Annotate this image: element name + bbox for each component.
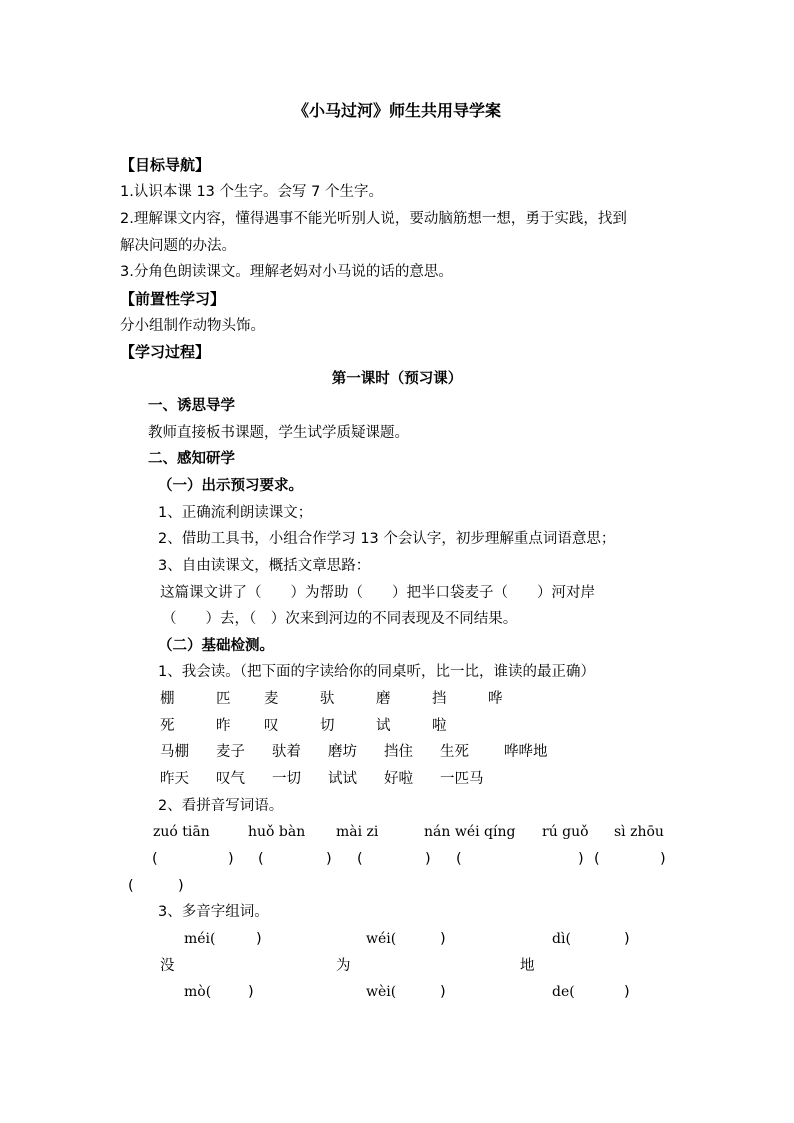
question-1: 1、我会读。（把下面的字读给你的同桌听，比一比，谁读的最正确） [158, 664, 595, 680]
char-item: 哗 [488, 691, 503, 707]
word-item: 生死 [440, 744, 469, 760]
requirement-1: 1、正确流利朗读课文； [158, 505, 313, 521]
word-item: 哗哗地 [504, 744, 548, 760]
poly-reading-top: wéi( [366, 931, 397, 947]
word-item: 一切 [272, 771, 301, 787]
word-item: 磨坊 [328, 744, 357, 760]
answer-blank-open: ( [456, 851, 462, 867]
answer-blank-open: ( [128, 878, 134, 894]
poly-character: 地 [520, 958, 535, 974]
char-item: 试 [376, 718, 391, 734]
word-item: 昨天 [160, 771, 189, 787]
char-item: 匹 [216, 691, 231, 707]
pinyin-item: nán wéi qíng [424, 824, 516, 840]
pinyin-item: rú guǒ [542, 824, 589, 840]
poly-reading-top: dì( [552, 931, 571, 947]
word-item: 驮着 [272, 744, 301, 760]
pinyin-item: sì zhōu [614, 824, 664, 840]
poly-close-paren: ) [248, 984, 254, 1000]
pinyin-item: huǒ bàn [248, 824, 306, 840]
word-item: 马棚 [160, 744, 189, 760]
part1-heading: 一、诱思导学 [148, 398, 235, 414]
section-heading-prestudy: 【前置性学习】 [120, 290, 226, 308]
answer-blank-close: ) [660, 851, 666, 867]
poly-close-paren: ) [624, 984, 630, 1000]
char-item: 死 [160, 718, 175, 734]
poly-character: 为 [336, 958, 351, 974]
answer-blank-close: ) [578, 851, 584, 867]
poly-reading-bottom: de( [552, 984, 575, 1000]
char-item: 磨 [376, 691, 391, 707]
page-title: 《小马过河》师生共用导学案 [292, 101, 501, 120]
poly-reading-top: méi( [184, 931, 216, 947]
goal-item-2-cont: 解决问题的办法。 [120, 238, 236, 254]
word-item: 好啦 [384, 771, 413, 787]
answer-blank-open: ( [152, 851, 158, 867]
goal-item-1: 1.认识本课 13 个生字。会写 7 个生字。 [120, 184, 383, 200]
char-item: 昨 [216, 718, 231, 734]
word-item: 叹气 [216, 771, 245, 787]
poly-reading-bottom: mò( [184, 984, 212, 1000]
word-item: 一匹马 [440, 771, 484, 787]
poly-close-paren: ) [440, 931, 446, 947]
sub1-heading: （一）出示预习要求。 [158, 478, 303, 494]
goal-item-3: 3.分角色朗读课文。理解老妈对小马说的话的意思。 [120, 264, 453, 280]
answer-blank-open: ( [594, 851, 600, 867]
question-3: 3、多音字组词。 [158, 904, 269, 920]
part2-heading: 二、感知研学 [148, 451, 235, 467]
word-item: 挡住 [384, 744, 413, 760]
poly-close-paren: ) [624, 931, 630, 947]
word-item: 试试 [328, 771, 357, 787]
answer-blank-close: ) [425, 851, 431, 867]
goal-item-2: 2.理解课文内容，懂得遇事不能光听别人说，要动脑筋想一想，勇于实践，找到 [120, 211, 627, 227]
char-item: 切 [320, 718, 335, 734]
answer-blank-open: ( [357, 851, 363, 867]
question-2: 2、看拼音写词语。 [158, 798, 284, 814]
char-item: 啦 [432, 718, 447, 734]
fill-blank-line-1: 这篇课文讲了（ ）为帮助（ ）把半口袋麦子（ ）河对岸 [160, 585, 595, 601]
part1-text: 教师直接板书课题，学生试学质疑课题。 [148, 425, 409, 441]
answer-blank-close: ) [228, 851, 234, 867]
char-item: 叹 [264, 718, 279, 734]
pinyin-item: mài zi [336, 824, 379, 840]
poly-reading-bottom: wèi( [366, 984, 397, 1000]
lesson-title: 第一课时（预习课） [331, 371, 463, 387]
sub2-heading: （二）基础检测。 [158, 638, 274, 654]
pinyin-item: zuó tiān [153, 824, 210, 840]
prestudy-text: 分小组制作动物头饰。 [120, 318, 265, 334]
answer-blank-open: ( [258, 851, 264, 867]
char-item: 挡 [432, 691, 447, 707]
answer-blank-close: ) [326, 851, 332, 867]
requirement-2: 2、借助工具书，小组合作学习 13 个会认字，初步理解重点词语意思； [158, 531, 616, 547]
char-item: 麦 [264, 691, 279, 707]
poly-close-paren: ) [440, 984, 446, 1000]
word-item: 麦子 [216, 744, 245, 760]
section-heading-process: 【学习过程】 [120, 343, 211, 361]
char-item: 驮 [320, 691, 335, 707]
fill-blank-line-2: （ ）去，（ ）次来到河边的不同表现及不同结果。 [162, 611, 518, 627]
requirement-3: 3、自由读课文，概括文章思路： [158, 558, 371, 574]
char-item: 棚 [160, 691, 175, 707]
poly-close-paren: ) [256, 931, 262, 947]
poly-character: 没 [160, 958, 175, 974]
answer-blank-close: ) [178, 878, 184, 894]
section-heading-goals: 【目标导航】 [120, 156, 211, 174]
